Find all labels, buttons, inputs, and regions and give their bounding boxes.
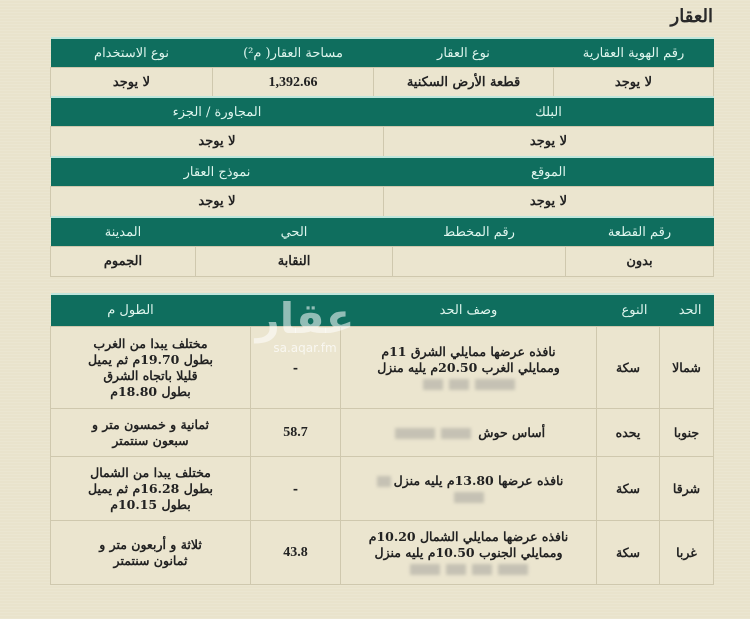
cell-direction: شمالا bbox=[660, 327, 714, 409]
block-table bbox=[50, 96, 714, 157]
cell-description bbox=[341, 457, 597, 521]
cell-length-number bbox=[251, 521, 341, 585]
description-line: وممايلي الغرب 20.50م يليه منزل bbox=[377, 359, 560, 375]
header-neighborhood-part: المجاورة / الجزء bbox=[51, 97, 384, 127]
table-row bbox=[51, 521, 714, 585]
header-property-model: نموذج العقار bbox=[51, 157, 384, 187]
length-line: بطول 19.70م ثم يميل bbox=[88, 351, 213, 367]
value-plan-number bbox=[393, 247, 566, 277]
redacted-text bbox=[392, 425, 474, 440]
length-number: 58.7 bbox=[283, 425, 308, 440]
header-description: وصف الحد bbox=[341, 294, 597, 327]
redacted-text bbox=[377, 476, 391, 487]
value-plot-number: بدون bbox=[566, 247, 714, 277]
value-row bbox=[51, 127, 714, 157]
length-line: بطول 16.28م ثم يميل bbox=[88, 480, 213, 496]
header-row bbox=[51, 97, 714, 127]
length-line: ثمانون سنتمتر bbox=[113, 552, 188, 568]
property-info-table bbox=[50, 37, 714, 98]
header-plot-number: رقم القطعة bbox=[566, 217, 714, 247]
header-row bbox=[51, 294, 714, 327]
cell-length-text bbox=[51, 409, 251, 457]
cell-description bbox=[341, 409, 597, 457]
redacted-text bbox=[341, 561, 596, 577]
cell-description bbox=[341, 521, 597, 585]
value-district: النقابة bbox=[196, 247, 393, 277]
header-row bbox=[51, 217, 714, 247]
value-property-type: قطعة الأرض السكنية bbox=[374, 68, 554, 98]
value-row bbox=[51, 68, 714, 98]
table-row bbox=[51, 327, 714, 409]
area-number: 1,392.66 bbox=[268, 74, 318, 90]
watermark-url: sa.aqar.fm bbox=[273, 341, 337, 355]
plot-table bbox=[50, 216, 714, 277]
header-location: الموقع bbox=[384, 157, 714, 187]
description-line: وممايلي الجنوب 10.50م يليه منزل bbox=[374, 544, 563, 560]
value-property-model: لا يوجد bbox=[51, 187, 384, 217]
watermark-logo: عقار bbox=[255, 294, 355, 343]
header-district: الحي bbox=[196, 217, 393, 247]
cell-type: يحده bbox=[597, 409, 660, 457]
cell-length-number bbox=[251, 409, 341, 457]
value-property-area bbox=[213, 68, 374, 98]
value-location: لا يوجد bbox=[384, 187, 714, 217]
length-line: بطول 10.15م bbox=[110, 496, 191, 512]
description-line: أساس حوش bbox=[478, 424, 546, 440]
redacted-text bbox=[341, 376, 596, 392]
header-row bbox=[51, 157, 714, 187]
header-row bbox=[51, 38, 714, 68]
value-block: لا يوجد bbox=[384, 127, 714, 157]
description-line: نافذه عرضها 13.80م يليه منزل bbox=[393, 472, 564, 488]
header-city: المدينة bbox=[51, 217, 196, 247]
value-city: الجموم bbox=[51, 247, 196, 277]
table-row bbox=[51, 457, 714, 521]
description-line: نافذه عرضها ممايلي الشمال 10.20م bbox=[368, 528, 569, 544]
section-title: العقار bbox=[670, 6, 713, 27]
header-property-area: مساحة العقار( م²) bbox=[213, 38, 374, 68]
cell-type: سكة bbox=[597, 327, 660, 409]
cell-direction: جنوبا bbox=[660, 409, 714, 457]
value-row bbox=[51, 247, 714, 277]
redacted-text bbox=[341, 489, 596, 505]
cell-length-text bbox=[51, 457, 251, 521]
header-property-id: رقم الهوية العقارية bbox=[554, 38, 714, 68]
table-row bbox=[51, 409, 714, 457]
cell-type: سكة bbox=[597, 457, 660, 521]
description-line: نافذه عرضها ممايلي الشرق 11م bbox=[381, 343, 556, 359]
cell-type: سكة bbox=[597, 521, 660, 585]
length-line: سبعون سنتمتر bbox=[112, 432, 189, 448]
location-table bbox=[50, 156, 714, 217]
length-line: قليلا باتجاه الشرق bbox=[103, 367, 198, 383]
header-length-number bbox=[251, 294, 341, 327]
header-type: النوع bbox=[597, 294, 660, 327]
length-line: ثلاثة و أربعون متر و bbox=[99, 536, 202, 552]
header-block: البلك bbox=[384, 97, 714, 127]
boundaries-table bbox=[50, 293, 714, 585]
value-usage-type: لا يوجد bbox=[51, 68, 213, 98]
header-boundary: الحد bbox=[660, 294, 714, 327]
length-line: مختلف يبدا من الغرب bbox=[93, 335, 208, 351]
value-neighborhood-part: لا يوجد bbox=[51, 127, 384, 157]
header-plan-number: رقم المخطط bbox=[393, 217, 566, 247]
length-line: مختلف يبدا من الشمال bbox=[90, 464, 211, 480]
header-length: الطول م bbox=[51, 294, 251, 327]
length-line: ثمانية و خمسون متر و bbox=[91, 416, 210, 432]
header-property-type: نوع العقار bbox=[374, 38, 554, 68]
cell-length-text bbox=[51, 521, 251, 585]
cell-description bbox=[341, 327, 597, 409]
length-line: بطول 18.80م bbox=[110, 383, 191, 399]
cell-length-text bbox=[51, 327, 251, 409]
length-number: 43.8 bbox=[283, 545, 308, 560]
header-usage-type: نوع الاستخدام bbox=[51, 38, 213, 68]
cell-direction: شرقا bbox=[660, 457, 714, 521]
cell-length-number: - bbox=[251, 457, 341, 521]
value-property-id: لا يوجد bbox=[554, 68, 714, 98]
value-row bbox=[51, 187, 714, 217]
cell-length-number: - bbox=[251, 327, 341, 409]
cell-direction: غربا bbox=[660, 521, 714, 585]
